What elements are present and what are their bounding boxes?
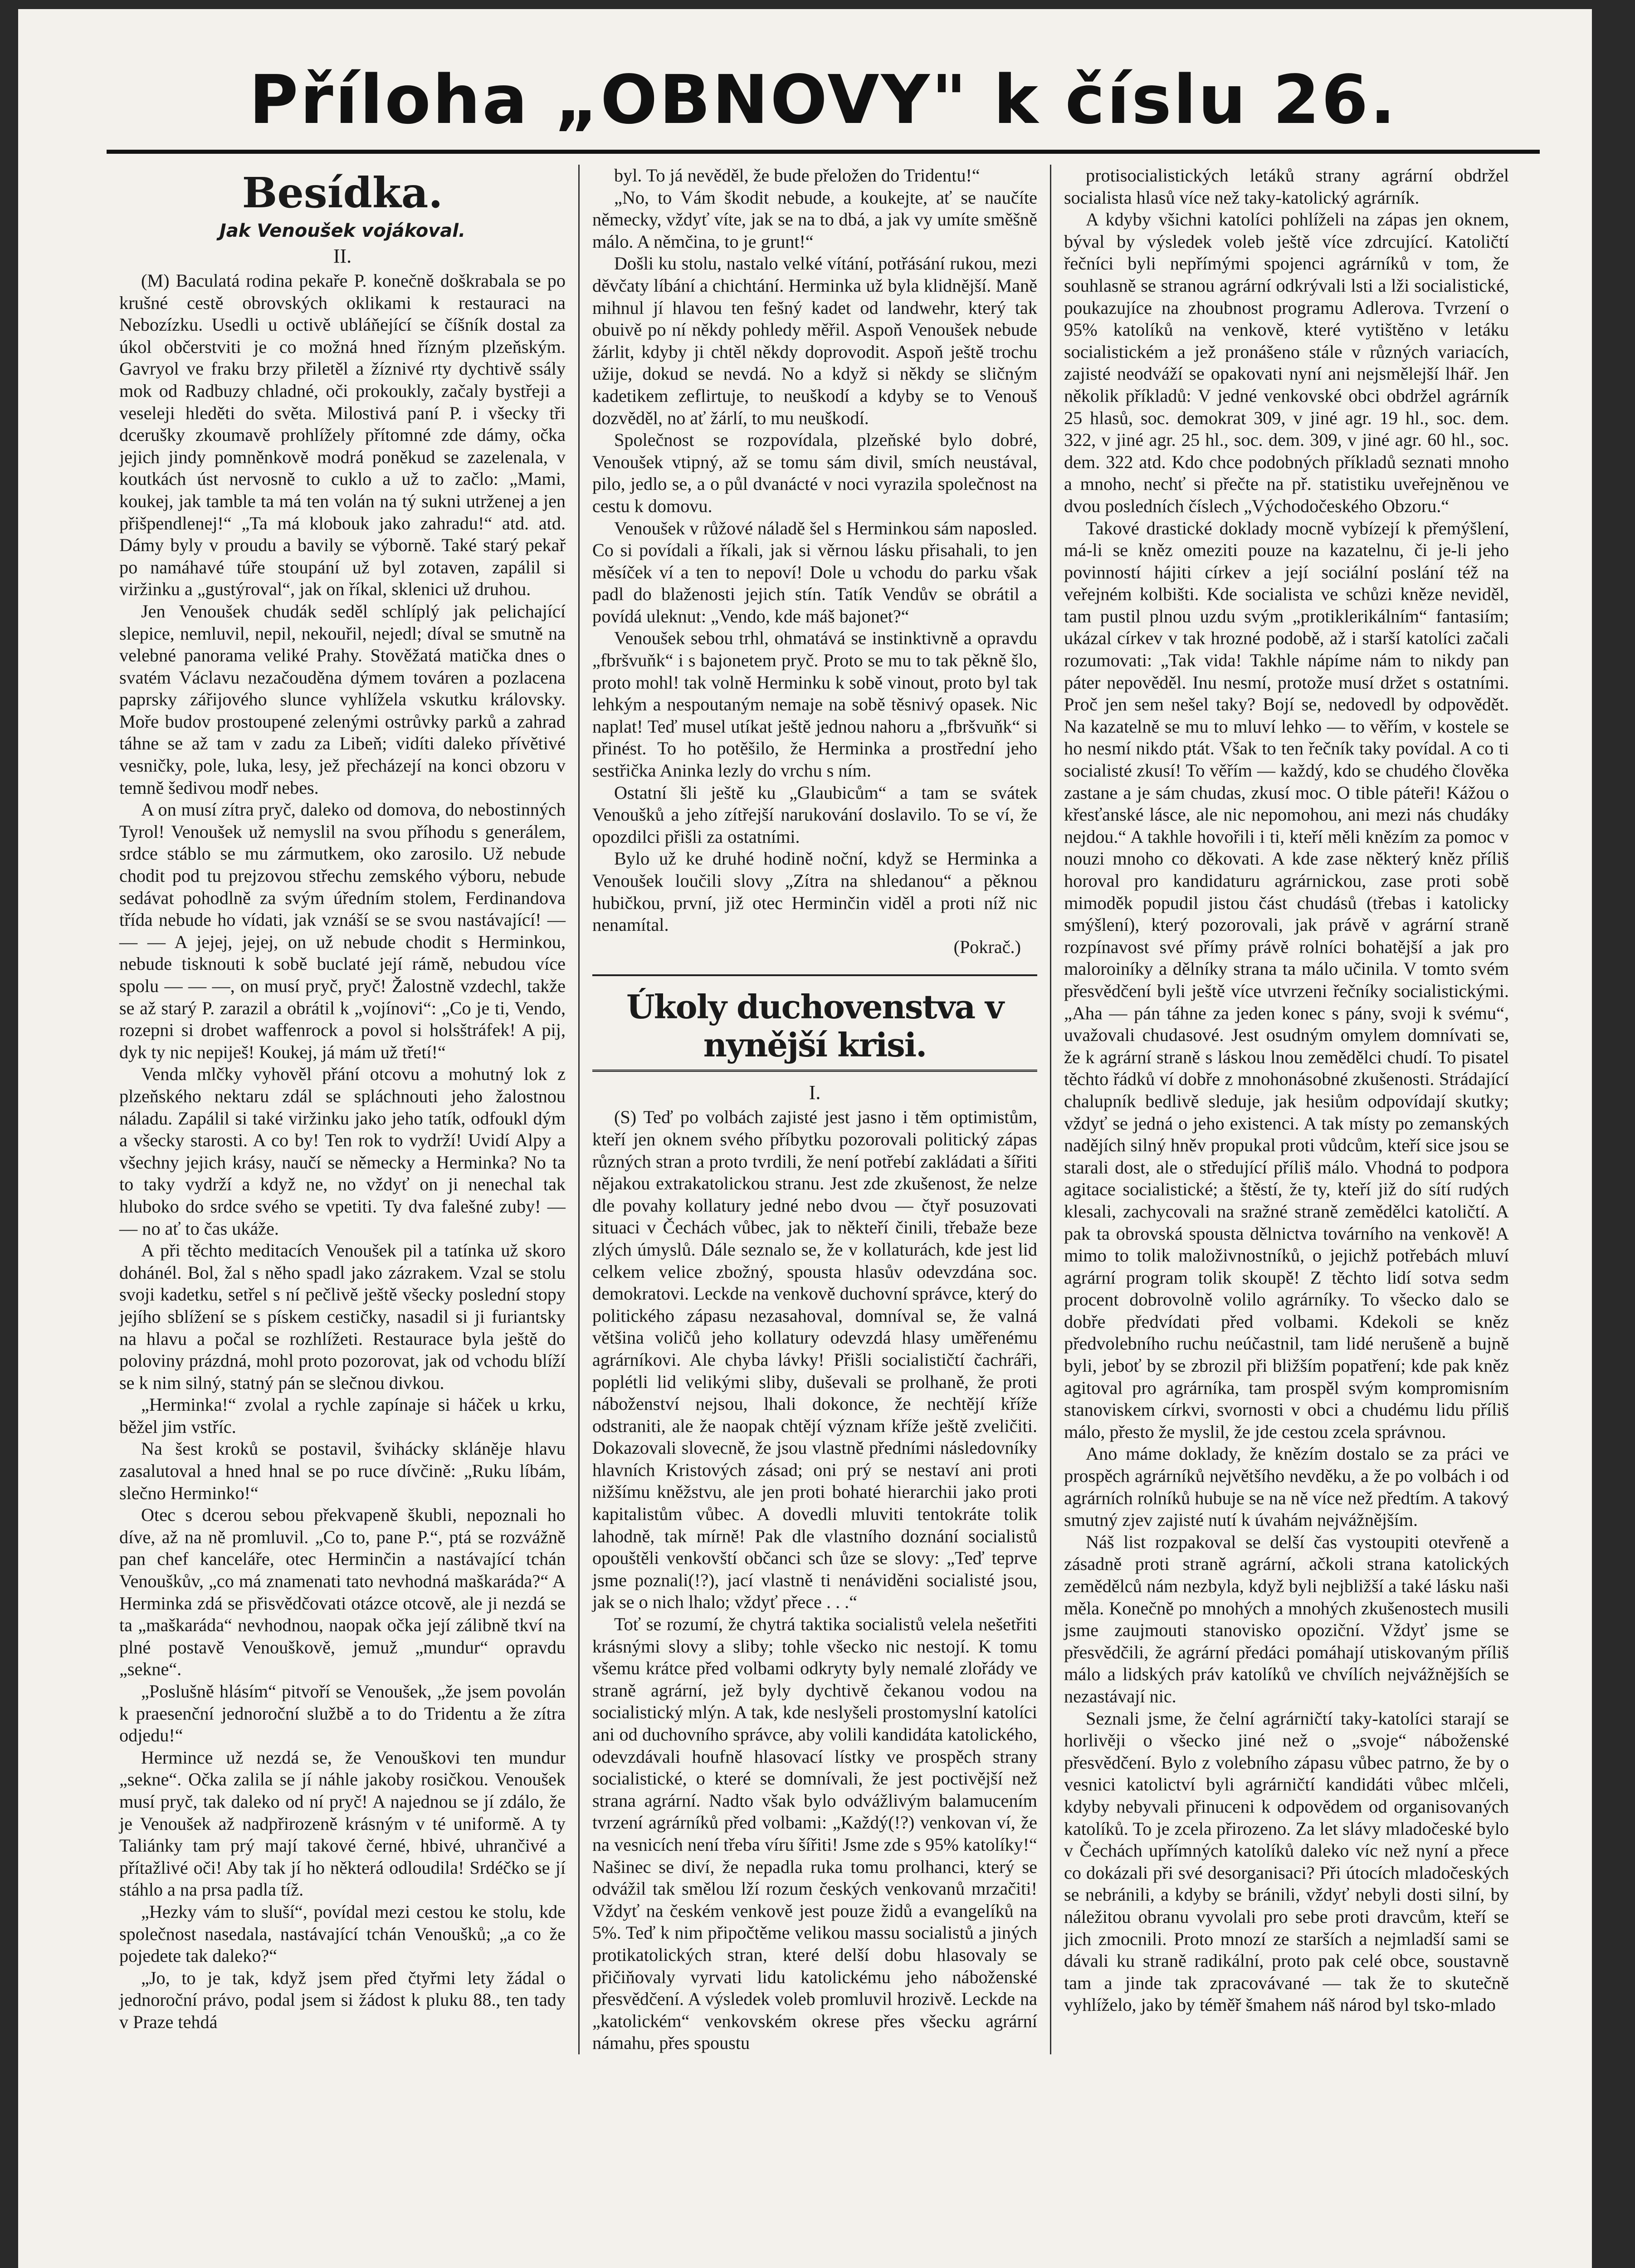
- column-2: [578, 165, 1050, 2054]
- paragraph: Seznali jsme, že čelní agrárničtí taky-katolíci starají se horlivěji o všecko jiné než o „svoje“ náboženské přesvědčení. Bylo z volebního zápasu vůbec patrno, že by o vesnici katolictví byli agrárničtí kandidáti vůbec mlčeli, kdyby nebyvali přinuceni k odpovědem od organisovaných katolíků. To je zcela přirozeno. Za let slávy mladočeské bylo v Čechách upřímných katolíků daleko víc než nyní a přece co dokázali při své desorganisaci? Při útocích mladočeských se nebránili, a kdyby se bránili, vždyť nebyli dosti silní, by náležitou obranu vyvolali pro sebe proti dravcům, kteří se jich zmocnili. Proto mnozí ze starších a nejmladší sami se dávali ku straně radikální, proto pak celé obce, soustavně tam a jinde tak zpracovávané — tak že to skutečně vyhlíželo, jako by téměř šmahem náš národ byl tsko-mlado: [1064, 1708, 1509, 2015]
- section-heading-ukoly: Úkoly duchovenstva v nynější krisi.: [592, 988, 1037, 1072]
- paragraph: A kdyby všichni katolíci pohlíželi na zápas jen oknem, býval by výsledek voleb ještě více zdrcující. Katoličtí řečníci byli nepřímými spojenci agrárníků v tom, že souhlasně se stranou agrární odkrývali lsti a lži socialistické, poukazujíce na zhoubnost programu Adlerova. Tvrzení o 95% katolíků na venkově, které vytištěno v letáku socialistickém a jež pronášeno stále v různých variacích, zajisté neodváží se opakovati nyní ani nejsmělejší lhář. Jen několik příkladů: V jedné venkovské obci obdržel agrárník 25 hlasů, soc. demokrat 309, v jiné agr. 19 hl., soc. dem. 322, v jiné agr. 25 hl., soc. dem. 309, v jiné agr. 60 hl., soc. dem. 322 atd. Kdo chce podobných příkladů seznati mnoho a mnoho, nechť si přečte na př. statistiku uveřejněnou ve dvou posledních číslech „Východočeského Obzoru.“: [1064, 209, 1509, 516]
- article-body-col2: [592, 1106, 1037, 2054]
- paragraph: „Herminka!“ zvolal a rychle zapínaje si háček u krku, běžel jim vstříc.: [119, 1394, 566, 1437]
- paragraph: „Poslušně hlásím“ pitvoří se Venoušek, „že jsem povolán k praesenční jednoroční službě a to do Tridentu a že zítra odjedu!“: [119, 1681, 566, 1746]
- paragraph: byl. To já nevěděl, že bude přeložen do Tridentu!“: [614, 165, 980, 186]
- paragraph: Venoušek v růžové náladě šel s Herminkou sám naposled. Co si povídali a říkali, jak si věrnou lásku přisahali, to jen měsíček ví a ten to nepoví! Dole u vchodu do parku však padl do blaženosti jejich stín. Tatík Vendův se obrátil a povídá uleknut: „Vendo, kde máš bajonet?“: [592, 518, 1037, 626]
- paragraph: Toť se rozumí, že chytrá taktika socialistů velela nešetřiti krásnými slovy a sliby; tohle všecko nic nestojí. K tomu všemu krátce před volbami odkryty byly nemalé zlořády ve straně agrární, jež byly dychtivě čekanou vodou na socialistický mlýn. A tak, kde neslyšeli prostomyslní katolíci ani od duchovního správce, aby volili kandidáta katolického, odevzdávali houfně hlasovací lístky ve prospěch strany socialistické, o které se domnívali, že jest poctivější než strana agrární. Nadto však bylo odvážlivým balamucením tvrzení agrárníků před volbami: „Každý(!?) venkovan ví, že na vesnicích není třeba víru šířiti! Jsme zde s 95% katolíky!“ Našinec se diví, že nepadla ruka tomu prolhanci, který se odvážil tak smělou lží rozum českých venkovanů mrzačiti! Vždyť na českém venkově jest pouze židů a evangelíků na 5%. Teď k nim připočtěme velikou massu socialistů a jiných protikatolických stran, které delší dobu hlasovaly se přičiňovaly vyrvati lidu katolickému jeho náboženské přesvědčení. A výsledek voleb promluvil hrozivě. Leckde na „katolickém“ venkovském okrese přes všecku agrární námahu, přes spoustu: [592, 1614, 1037, 2053]
- paragraph: Náš list rozpakoval se delší čas vystoupiti otevřeně a zásadně proti straně agrární, ačkoli strana katolických zemědělců nám nezbyla, když byli nejbližší a také lásku naši měla. Konečně po mnohých a mnohých zkušenostech musili jsme zaujmouti stanovisko opoziční. Vždyť jsme se přesvědčili, že agrární předáci pomáhají utiskovaným příliš málo a lidských práv katolíků ve chvílích nejvážnějších se nezastávají nic.: [1064, 1531, 1509, 1706]
- paragraph: Ano máme doklady, že knězím dostalo se za práci ve prospěch agrárníků největšího nevděku, a že po volbách i od agrárních rolníků hubuje se na ně více než předtím. A takový smutný zjev zajisté nutí k úvahám nejvážnějším.: [1064, 1443, 1509, 1530]
- columns: [107, 165, 1540, 2054]
- story-body-col2: [592, 165, 1037, 936]
- paragraph: A při těchto meditacích Venoušek pil a tatínka už skoro dohánél. Bol, žal s něho spadl jako zázrakem. Vzal se stolu svoji kadetku, setřel s ní pečlivě ještě všecky poslední stopy jejího sblížení se s pískem cestičky, nasadil si ji furiantsky na hlavu a počal se rozhlížeti. Restaurace byla ještě do poloviny prázdná, mohl proto pozorovat, jak od vchodu blíží se k nim silný, statný pán se slečnou divkou.: [119, 1240, 566, 1393]
- paragraph: „No, to Vám škodit nebude, a koukejte, ať se naučíte německy, vždyť víte, jak se na to dbá, a jak vy umíte směšně málo. A němčina, to je grunt!“: [592, 187, 1037, 252]
- paragraph: „Hezky vám to sluší“, povídal mezi cestou ke stolu, kde společnost nasedala, nastávající tchán Venoušků; „a co že pojedete tak daleko?“: [119, 1901, 566, 1966]
- masthead-title: Příloha „OBNOVY" k číslu 26.: [249, 61, 1397, 139]
- paragraph: Venoušek sebou trhl, ohmatává se instinktivně a opravdu „fbršvuňk“ i s bajonetem pryč. Proto se mu to tak pěkně šlo, proto mohl! tak volně Herminku k sobě vinout, proto byl tak lehkým a nespoutaným nemaje na sobě těsnivý opasek. Nic naplat! Teď musel utíkat ještě jednou nahoru a „fbršvuňk“ si přinést. To ho potěšilo, že Herminka a prostřední jeho sestřička Aninka lezly do vrchu s ním.: [592, 628, 1037, 781]
- paragraph: Takové drastické doklady mocně vybízejí k přemýšlení, má-li se kněz omeziti pouze na kazatelnu, či je-li jeho povinností hájiti církev a její sociální poslání též na veřejném kolbišti. Kde socialista ve schůzi kněze neviděl, tam pustil plnou uzdu svým „protiklerikálním“ fantasiím; ukázal církev v tak hrozné podobě, až i starší katolíci začali rozumovati: „Tak vida! Takhle nápíme nám to nikdy pan páter nepověděl. Inu nesmí, protože musí držet s ostatními. Proč jen sem nešel taky? Bojí se, nedovedl by odpovědět. Na kazatelně se mu to mluví lehko — to věřím, v kostele se ho nesmí nikdo ptát. Však to ten řečník taky povídal. A co ti socialisté zkusí! To věřím — každý, kdo se chudého člověka zastane a je sám chudas, zkusí moc. O tible páteři! Kážou o křesťanské lásce, ale nic nepomohou, ani mezi nás chudáky nejdou.“ A takhle hovořili i ti, kteří měli knězím za pomoc v nouzi mnoho co děkovati. A kde zase některý kněz příliš horoval pro kandidaturu agrárnickou, zase proti sobě mimoděk popudil jistou část chudásů (třebas i katolicky smýšlení), který pozorovali, jak právě v agrární straně rozpínavost své přímy právě rolníci bohatější a jak pro maloroiníky a dělníky strana ta málo učinila. V tomto svém přesvědčení byli ještě více utvrzeni řečníky socialistickými. „Aha — pán táhne za jeden konec s pány, svoji k svému“, uvažovali chudasové. Jest osudným omylem domnívati se, že k agrární straně s láskou lnou zemědělci chudí. To pisatel těchto řádků ví dobře z mnohonásobné zkušenosti. Strádající chalupník bedlivě sleduje, jak hesiům odpovídají skutky; vždyť se jedná o jeho existenci. A tak místy po zemanských nadějích silný hněv propukal proti vůdcům, kteří sice jsou se starali dost, ale o středující příliš málo. Vhodná to podpora agitace socialistické; a štěstí, že ty, kteří již do sítí rudých klesali, zachycovali na sražné straně zemědělci katoličtí. A pak ta obrovská spousta dělnictva továrního na venkově! A mimo to tolik maloživnostníků, o jejichž potřebách mluví agrární program tolik skoupě! Z těchto lidí sotva sedm procent dobrovolně volilo agrárníky. To všecko dalo se dobře předvídati před volbami. Kdekoli se kněz předvolebního ruchu neúčastnil, tam lidé nerušeně a bujně byli, jeboť by se zbrozil při bližším popatření; kde pak kněz agitoval pro agrárníka, tam prospěl svým kompromisním stanoviskem církvi, svornosti v obci a chudému lidu příliš málo, přesto že myslil, že jde cestou zcela správnou.: [1064, 518, 1509, 1442]
- continued-note: (Pokrač.): [953, 936, 1021, 957]
- paragraph: A on musí zítra pryč, daleko od domova, do nebostinných Tyrol! Venoušek už nemyslil na svou příhodu s generálem, srdce stáblo se mu zármutkem, oko zarosilo. Už nebude chodit pod tu prejzovou střechu zemského výboru, nebude sedávat pohodlně za svým úředním stolem, Ferdinandova třída nebude ho vídati, jak vznáší se se svou nastávající! — — — A jejej, jejej, on už nebude chodit s Herminkou, nebude tisknouti k sobě buclaté její rámě, nebudou více spolu — — —, on musí pryč, pryč! Žalostně vzdechl, takže se až starý P. zarazil a obrátil k „vojínovi“: „Co je ti, Vendo, rozepni si drobet waffenrock a povol si holsštráfek! A pij, dyk ty nic nepiješ! Koukej, já mám už třetí!“: [119, 799, 566, 1062]
- paragraph: Společnost se rozpovídala, plzeňské bylo dobré, Venoušek vtipný, až se tomu sám divil, smích neustával, pilo, jedlo se, a o půl dvanácté v noci vyrazila společnost na cestu k domovu.: [592, 430, 1037, 516]
- article-body-col3: [1064, 165, 1509, 2016]
- paragraph: Ostatní šli ještě ku „Glaubicům“ a tam se svátek Venoušků a jeho zítřejší narukování doslavilo. To se ví, že opozdilci přišli za ostatními.: [592, 782, 1037, 847]
- paragraph: Bylo už ke druhé hodině noční, když se Herminka a Venoušek loučili slovy „Zítra na shledanou“ a pěknou hubičkou, první, již otec Herminčin viděl a proti níž nic nenamítal.: [592, 848, 1037, 935]
- paragraph: Jen Venoušek chudák seděl schlíplý jak pelichající slepice, nemluvil, nepil, nekouřil, nejedl; díval se smutně na velebné panorama veliké Prahy. Stověžatá matička dnes o svatém Václavu nezačouděna dýmem továren a pozlacena paprsky zářijového slunce vyhlížela vskutku královsky. Moře budov prostoupené zelenými ostrůvky parků a zahrad táhne se až tam v zadu za Libeň; vidíti daleko přívětivé vesničky, pole, luka, lesy, jež přecházejí na konci obzoru v temně šedivou modř nebes.: [119, 601, 566, 798]
- paragraph: (M) Baculatá rodina pekaře P. konečně doškrabala se po krušné cestě obrovských oklikami k restauraci na Nebozízku. Usedli u octivě ubláňející se číšník dostal za úkol občerstviti je co možná hned řízným plzeňským. Gavryol ve fraku brzy přiletěl a žíznivé rty dychtivě ssály mok od Radbuzy chladné, oči prokoukly, začaly bystřeji a veseleji hleděti do světa. Milostivá paní P. i všecky tři dceruškу zkoumavě prohlížely přítomné zde dámy, očka jejich jindy pomněnkově modrá poněkud se zazelenala, v koutkách úst nervosně to cuklo a už to začlo: „Mami, koukej, jak tamble ta má ten volán na tý sukni utrženej a jen přišpendlenej!“ „Ta má klobouk jako zahradu!“ atd. atd. Dámy byly v proudu a bavily se výborně. Také starý pekař po namáhavé túře stoupání už byl zotaven, zapálil si viržinku a „gustýroval“, jak on říkal, sklenici už druhou.: [119, 270, 566, 600]
- paragraph: „Jo, to je tak, když jsem před čtyřmi lety žádal o jednoroční právo, podal jsem si žádost k pluku 88., ten tady v Praze tehdá: [119, 1967, 566, 2032]
- section-heading-besidka: Besídka.: [242, 168, 443, 217]
- section-separator: [592, 974, 1037, 976]
- column-1: [107, 165, 578, 2054]
- paragraph: (S) Teď po volbách zajisté jest jasno i těm optimistům, kteří jen oknem svého příbytku pozorovali politický zápas různých stran a proto tvrdili, že není potřebí zakládati a šířiti nějakou extrakatolickou stranu. Jest zde zkušenost, že nelze dle povahy kollatury jedné nebo dvou — čtyř posuzovati situaci v Čechách vůbec, jak to někteří činili, třebaže beze zlých úmyslů. Dále seznalo se, že v kollaturách, kde jest lid celkem velice zbožný, spousta hlasův odevzdána soc. demokratovi. Leckde na venkově duchovní správce, který do politického zápasu nezasahoval, domníval se, že valná většina voličů jeho kollatury odevzdá hlasy uměřenému agrárníkovi. Ale chyba lávky! Přišli socialističtí čachráři, poplétli lid velikými sliby, duševali se prolhaně, že proti náboženství nejsou, lhali dokonce, že nechtějí kříže odstraniti, ale že naopak chtějí význam kříže ještě zveličiti. Dokazovali sloveсně, že jsou vlastně předními následovníky hlavních Kristových zásad; oni prý se nestaví ani proti nižšímu kněžstvu, ale jen proti bohaté hierarchii jako proti kapitalistům vůbec. A dovedli mluviti tentokráte tolik lahodně, tak mírně! Pak dle vlastního doznání socialistů opouštěli venkovští občanci sch ůze se slovy: „Teď teprve jsme poznali(!?), jací vlastně ti nenáviděni socialisté jsou, jak se o nich lhalo; vždyť přece . . .“: [592, 1107, 1037, 1613]
- paragraph: Otec s dcerou sebou překvapeně škubli, nepoznali ho díve, až na ně promluvil. „Co to, pane P.“, ptá se rozvážně pan chef kanceláře, otec Herminčin a nastávající tchán Venouškův, „co má znamenati tato nevhodná maškaráda?“ A Herminka zdá se přisvědčovati otázce otcově, ale ji nezdá se ta „maškaráda“ nevhodnou, naopak očka její zálibně tkví na plné postavě Venouškově, jemuž „mundur“ opravdu „sekne“.: [119, 1505, 566, 1680]
- paragraph: Hermince už nezdá se, že Venouškovi ten mundur „sekne“. Očka zalila se jí náhle jakoby rosičkou. Venoušek musí pryč, tak daleko od ní pryč! A najednou se jí zdálo, že je Venoušek až nadpřirozeně krásným v té uniformě. A ty Taliánky tam prý mají takové černé, hbivé, uhrančivé a přítažlivé oči! Aby tak jí ho některá odloudila! Srdéčko se jí stáhlo a na prsa padla tíž.: [119, 1747, 566, 1900]
- story-title: Jak Venoušek vojákoval.: [219, 220, 466, 241]
- newspaper-page: [18, 9, 1592, 2268]
- story-body-col1: [119, 270, 566, 2033]
- column-3: [1050, 165, 1522, 2054]
- paragraph: Venda mlčky vyhověl přání otcovu a mohutný lok z plzeňského nektaru zdál se spláchnouti jeho žalostnou náladu. Zapálil si také viržinku jako jeho tatík, odfoukl dým a všecky starosti. A co by! Ten rok to vydrží! Uvidí Alpy a všechny jejich krásy, naučí se německy a Herminka? No ta to taky vydrží a když ne, no vždyť on ji nenechal tak hluboko do srdce svého se vpetiti. Ty dva falešné zuby! — — no ať to čas ukáže.: [119, 1064, 566, 1239]
- masthead-rule: [107, 150, 1540, 154]
- paragraph: protisocialistických letáků strany agrární obdržel socialista hlasů více než taky-katolický agrárník.: [1064, 165, 1509, 208]
- paragraph: Došli ku stolu, nastalo velké vítání, potřásání rukou, mezi děvčaty líbání a chichtání. Herminka už byla klidnější. Maně mihnul jí hlavou ten fešný kadet od landwehr, který tak obuivě po ní někdy pohledy měřil. Aspoň Venoušek nebude žárlit, kdyby ji chtěl někdy doprovodit. Aspoň ještě trochu užije, dokud se nevdá. No a když si někdy se sličným kadetikem zeflirtuje, to neuškodí a kdyby se to Venouš dozvěděl, no ať žárlí, to mu neuškodí.: [592, 253, 1037, 428]
- story-part-number: II.: [333, 245, 352, 267]
- article-part-number: I.: [809, 1081, 821, 1104]
- paragraph: Na šest kroků se postavil, švihácky skláněje hlavu zasalutoval a hned hnal se po ruce dívčině: „Ruku líbám, slečno Herminko!“: [119, 1438, 566, 1503]
